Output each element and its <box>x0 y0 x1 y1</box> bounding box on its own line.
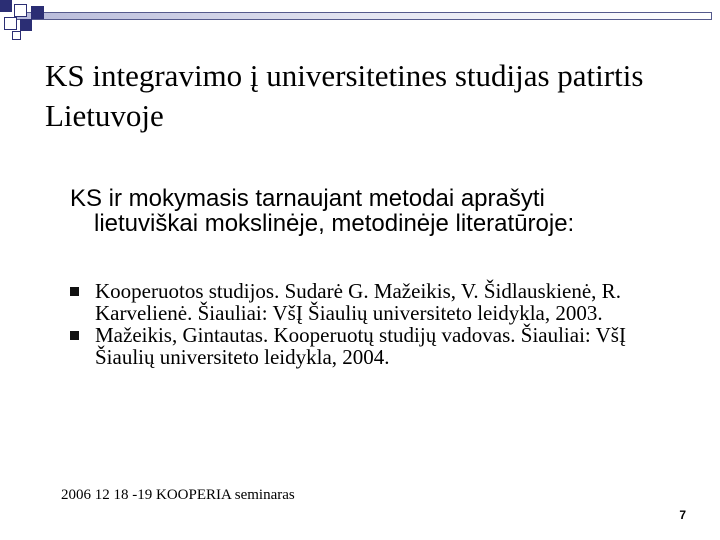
slide-title: KS integravimo į universitetines studijas patirtis Lietuvoje <box>45 58 644 133</box>
decorative-square <box>14 4 27 17</box>
list-item <box>70 280 690 324</box>
intro-text <box>70 186 690 236</box>
intro-line-2: lietuviškai mokslinėje, metodinėje literatūroje: <box>94 210 575 237</box>
square-bullet-icon <box>70 331 79 340</box>
decorative-square <box>20 19 32 31</box>
decorative-square <box>4 17 17 30</box>
decorative-square <box>12 31 21 40</box>
header-gradient-bar <box>16 12 712 20</box>
list-item-text: Kooperuotos studijos. Sudarė G. Mažeikis, V. Šidlauskienė, R. Karvelienė. Šiauliai: VšĮ Šiaulių universiteto leidykla, 2003. <box>95 279 621 325</box>
list-item-text: Mažeikis, Gintautas. Kooperuotų studijų vadovas. Šiauliai: VšĮ Šiaulių universiteto leidykla, 2004. <box>95 323 626 369</box>
reference-list <box>70 280 690 368</box>
square-bullet-icon <box>70 287 79 296</box>
list-item <box>70 324 690 368</box>
page-number: 7 <box>679 508 686 522</box>
decorative-square <box>31 6 44 19</box>
decorative-square <box>0 0 12 12</box>
footer-text: 2006 12 18 -19 KOOPERIA seminaras <box>61 487 295 503</box>
intro-line-1: KS ir mokymasis tarnaujant metodai aprašyti <box>70 185 545 212</box>
